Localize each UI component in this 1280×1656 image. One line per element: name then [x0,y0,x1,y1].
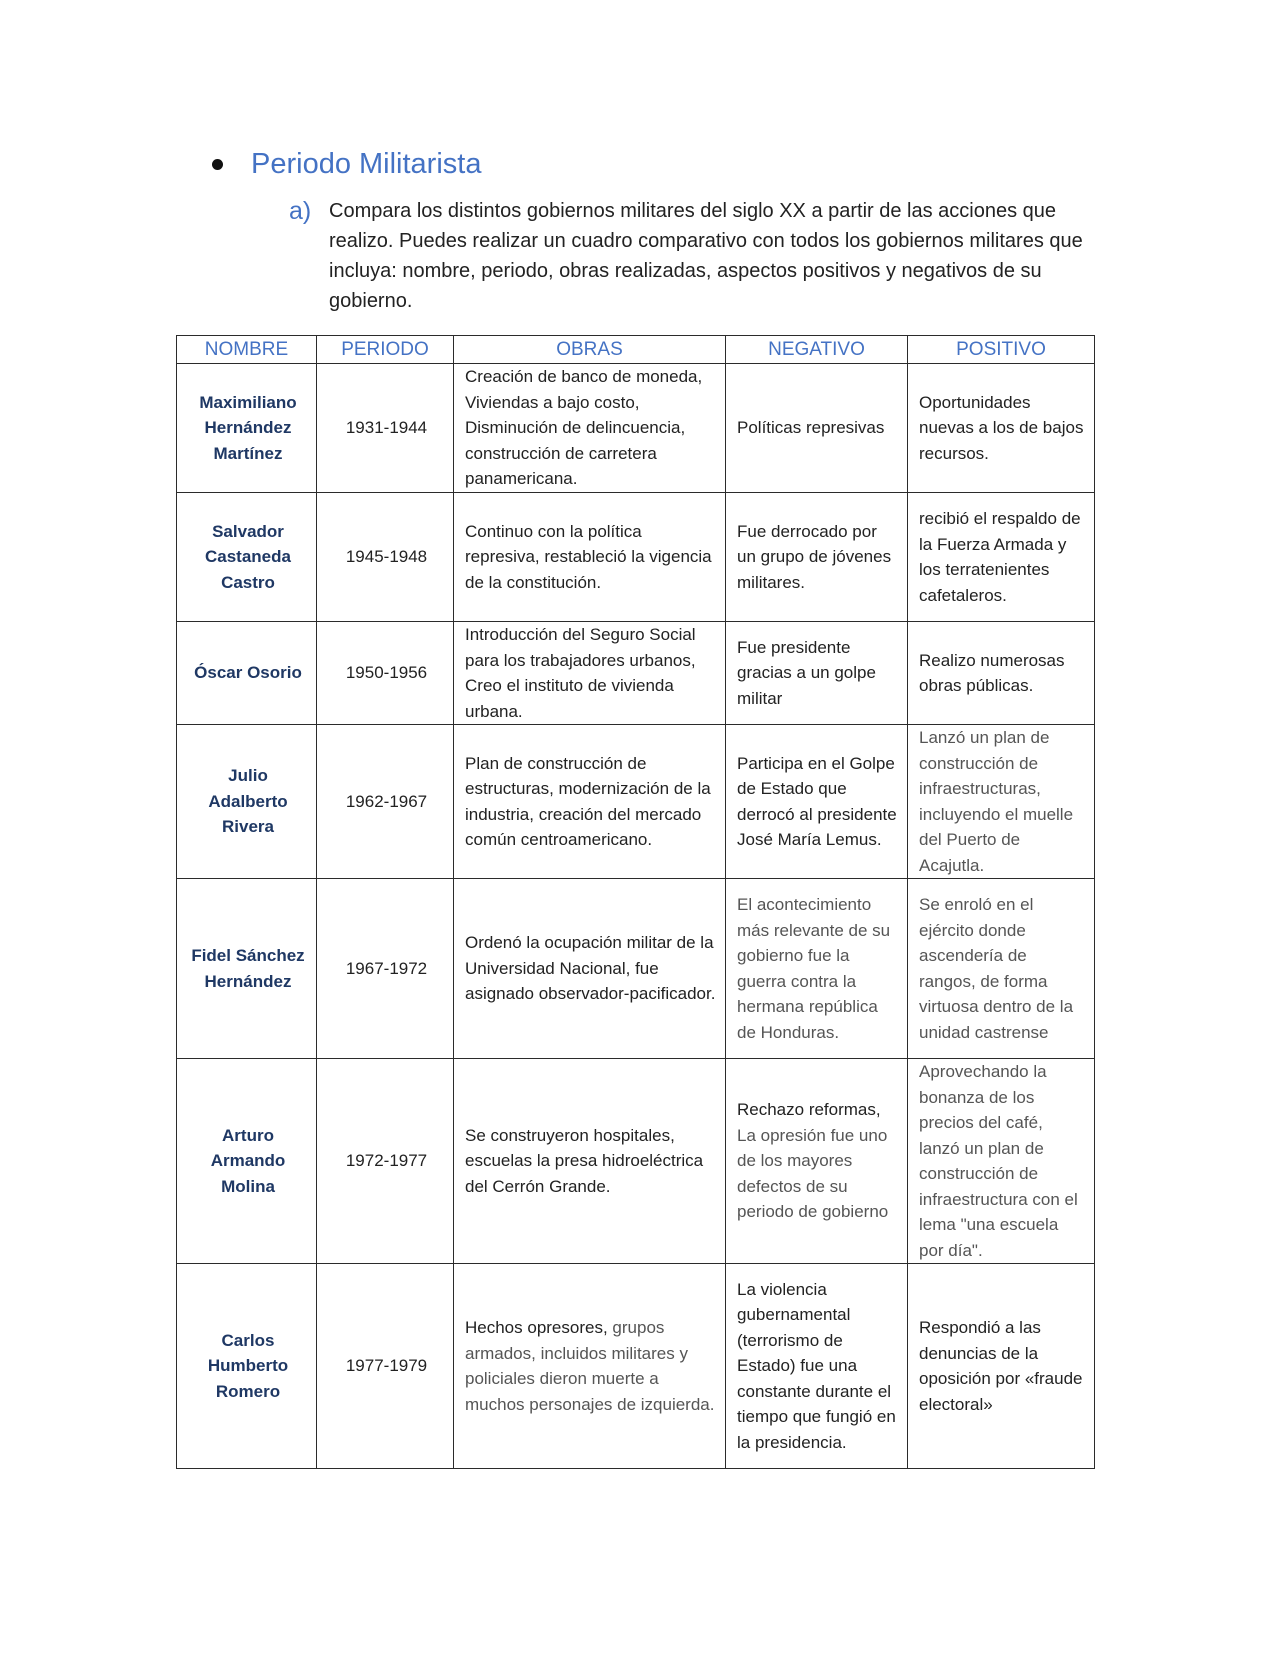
table-row [177,1059,1095,1264]
cell-negativo: Fue presidente gracias a un golpe militar [726,622,908,725]
table-row [177,1264,1095,1469]
header-obras: OBRAS [454,336,726,364]
cell-negativo: Políticas represivas [726,364,908,493]
table-row [177,364,1095,493]
cell-period: 1972-1977 [317,1059,454,1264]
cell-negativo [726,1059,908,1264]
cell-negativo: Participa en el Golpe de Estado que derrocó al presidente José María Lemus. [726,725,908,879]
header-positivo: POSITIVO [908,336,1095,364]
header-negativo: NEGATIVO [726,336,908,364]
table-header-row [177,336,1095,364]
cell-period: 1950-1956 [317,622,454,725]
cell-obras: Ordenó la ocupación militar de la Universidad Nacional, fue asignado observador-pacificador. [454,879,726,1059]
cell-period: 1945-1948 [317,493,454,622]
question-marker: a) [289,197,312,225]
cell-obras: Introducción del Seguro Social para los trabajadores urbanos, Creo el instituto de vivienda urbana. [454,622,726,725]
bullet-icon [212,159,223,170]
cell-obras: Se construyeron hospitales, escuelas la presa hidroeléctrica del Cerrón Grande. [454,1059,726,1264]
cell-name: Carlos Humberto Romero [177,1264,317,1469]
cell-positivo: recibió el respaldo de la Fuerza Armada y los terratenientes cafetaleros. [908,493,1095,622]
question-block [289,196,1089,316]
cell-positivo: Oportunidades nuevas a los de bajos recursos. [908,364,1095,493]
header-nombre: NOMBRE [177,336,317,364]
cell-name: Julio Adalberto Rivera [177,725,317,879]
table-row [177,622,1095,725]
cell-positivo: Respondió a las denuncias de la oposición por «fraude electoral» [908,1264,1095,1469]
cell-positivo: Se enroló en el ejército donde ascendería de rangos, de forma virtuosa dentro de la unidad castrense [908,879,1095,1059]
question-text: Compara los distintos gobiernos militares del siglo XX a partir de las acciones que realizo. Puedes realizar un cuadro comparativo con todos los gobiernos militares que incluya: nombre, periodo, obras realizadas, aspectos positivos y negativos de su gobierno. [329,200,1083,312]
cell-name: Maximiliano Hernández Martínez [177,364,317,493]
cell-name: Arturo Armando Molina [177,1059,317,1264]
obras-lead: Hechos opresores, [465,1318,608,1337]
section-heading: Periodo Militarista [251,148,482,180]
cell-negativo: Fue derrocado por un grupo de jóvenes militares. [726,493,908,622]
cell-positivo: Lanzó un plan de construcción de infraestructuras, incluyendo el muelle del Puerto de Acajutla. [908,725,1095,879]
cell-obras [454,1264,726,1469]
cell-positivo: Aprovechando la bonanza de los precios del café, lanzó un plan de construcción de infraestructura con el lema "una escuela por día". [908,1059,1095,1264]
cell-period: 1977-1979 [317,1264,454,1469]
table-row [177,879,1095,1059]
cell-obras: Creación de banco de moneda, Viviendas a bajo costo, Disminución de delincuencia, construcción de carretera panamericana. [454,364,726,493]
cell-name: Fidel Sánchez Hernández [177,879,317,1059]
cell-name: Salvador Castaneda Castro [177,493,317,622]
cell-negativo: La violencia gubernamental (terrorismo de Estado) fue una constante durante el tiempo que fungió en la presidencia. [726,1264,908,1469]
cell-negativo: El acontecimiento más relevante de su gobierno fue la guerra contra la hermana república de Honduras. [726,879,908,1059]
table-row [177,493,1095,622]
cell-obras: Continuo con la política represiva, restableció la vigencia de la constitución. [454,493,726,622]
comparison-table [176,335,1095,1469]
cell-name: Óscar Osorio [177,622,317,725]
negativo-rest: La opresión fue uno de los mayores defectos de su periodo de gobierno [737,1125,889,1222]
cell-period: 1931-1944 [317,364,454,493]
section-heading-row [212,148,481,181]
table-row [177,725,1095,879]
cell-period: 1962-1967 [317,725,454,879]
cell-period: 1967-1972 [317,879,454,1059]
header-periodo: PERIODO [317,336,454,364]
obras-rest: grupos armados, incluidos militares y policiales dieron muerte a muchos personajes de izquierda. [465,1318,715,1414]
negativo-lead: Rechazo reformas, [737,1100,881,1120]
cell-positivo: Realizo numerosas obras públicas. [908,622,1095,725]
cell-obras: Plan de construcción de estructuras, modernización de la industria, creación del mercado común centroamericano. [454,725,726,879]
